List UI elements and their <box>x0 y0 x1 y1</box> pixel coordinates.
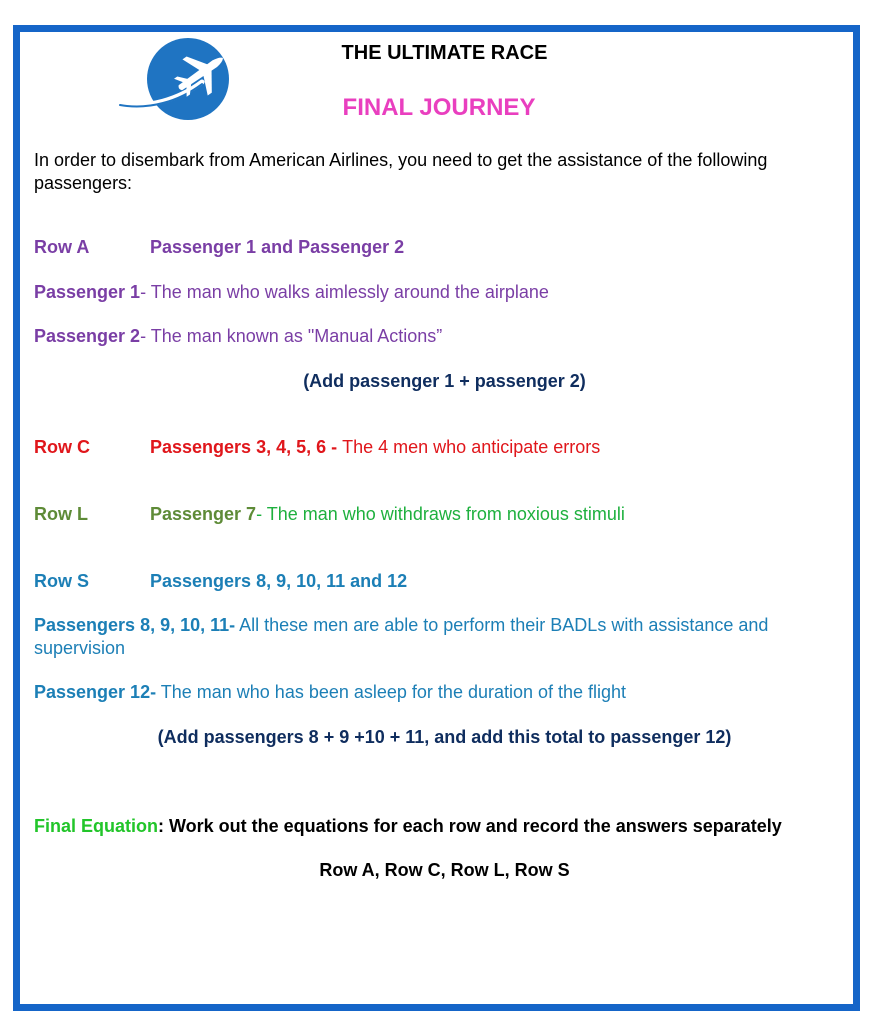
final-rows: Row A, Row C, Row L, Row S <box>319 860 570 880</box>
passenger-1-text: - The man who walks aimlessly around the airplane <box>140 282 549 302</box>
passengers-8-11-line <box>34 614 834 660</box>
row-l-line <box>34 503 625 526</box>
passengers-8-11-label: Passengers 8, 9, 10, 11- <box>34 615 236 635</box>
passenger-12-text: The man who has been asleep for the duration of the flight <box>156 682 627 702</box>
row-a-instruction: (Add passenger 1 + passenger 2) <box>303 371 586 391</box>
passenger-2-line <box>34 325 442 348</box>
row-c-line <box>34 436 601 459</box>
intro-text: In order to disembark from American Airlines, you need to get the assistance of the following passengers: <box>34 150 768 193</box>
row-c-label: Row C <box>34 437 90 457</box>
row-l-label: Row L <box>34 504 88 524</box>
row-s-instruction: (Add passengers 8 + 9 +10 + 11, and add this total to passenger 12) <box>157 727 732 747</box>
final-equation-text: : Work out the equations for each row and record the answers separately <box>158 816 782 836</box>
row-l-text: - The man who withdraws from noxious stimuli <box>256 504 625 524</box>
page-subtitle: FINAL JOURNEY <box>342 94 536 121</box>
row-l-summary: Passenger 7 <box>150 504 257 524</box>
final-equation-line <box>34 815 782 838</box>
passengers-8-11-text: All these men are able to perform their BADLs with assistance and supervision <box>34 615 769 658</box>
row-c-summary: Passengers 3, 4, 5, 6 - <box>150 437 343 457</box>
passenger-2-text: - The man known as "Manual Actions” <box>140 326 443 346</box>
passenger-2-label: Passenger 2 <box>34 326 141 346</box>
page-title: THE ULTIMATE RACE <box>341 42 548 64</box>
passenger-12-line <box>34 681 626 704</box>
passenger-12-label: Passenger 12- <box>34 682 157 702</box>
row-a-summary: Passenger 1 and Passenger 2 <box>150 237 405 257</box>
final-equation-label: Final Equation <box>34 816 158 836</box>
row-c-text: The 4 men who anticipate errors <box>342 437 601 457</box>
row-s-label: Row S <box>34 571 90 591</box>
passenger-1-label: Passenger 1 <box>34 282 141 302</box>
row-s-heading <box>34 570 408 593</box>
row-s-summary: Passengers 8, 9, 10, 11 and 12 <box>150 571 408 591</box>
passenger-1-line <box>34 281 549 304</box>
row-a-label: Row A <box>34 237 90 257</box>
row-a-heading <box>34 236 405 259</box>
